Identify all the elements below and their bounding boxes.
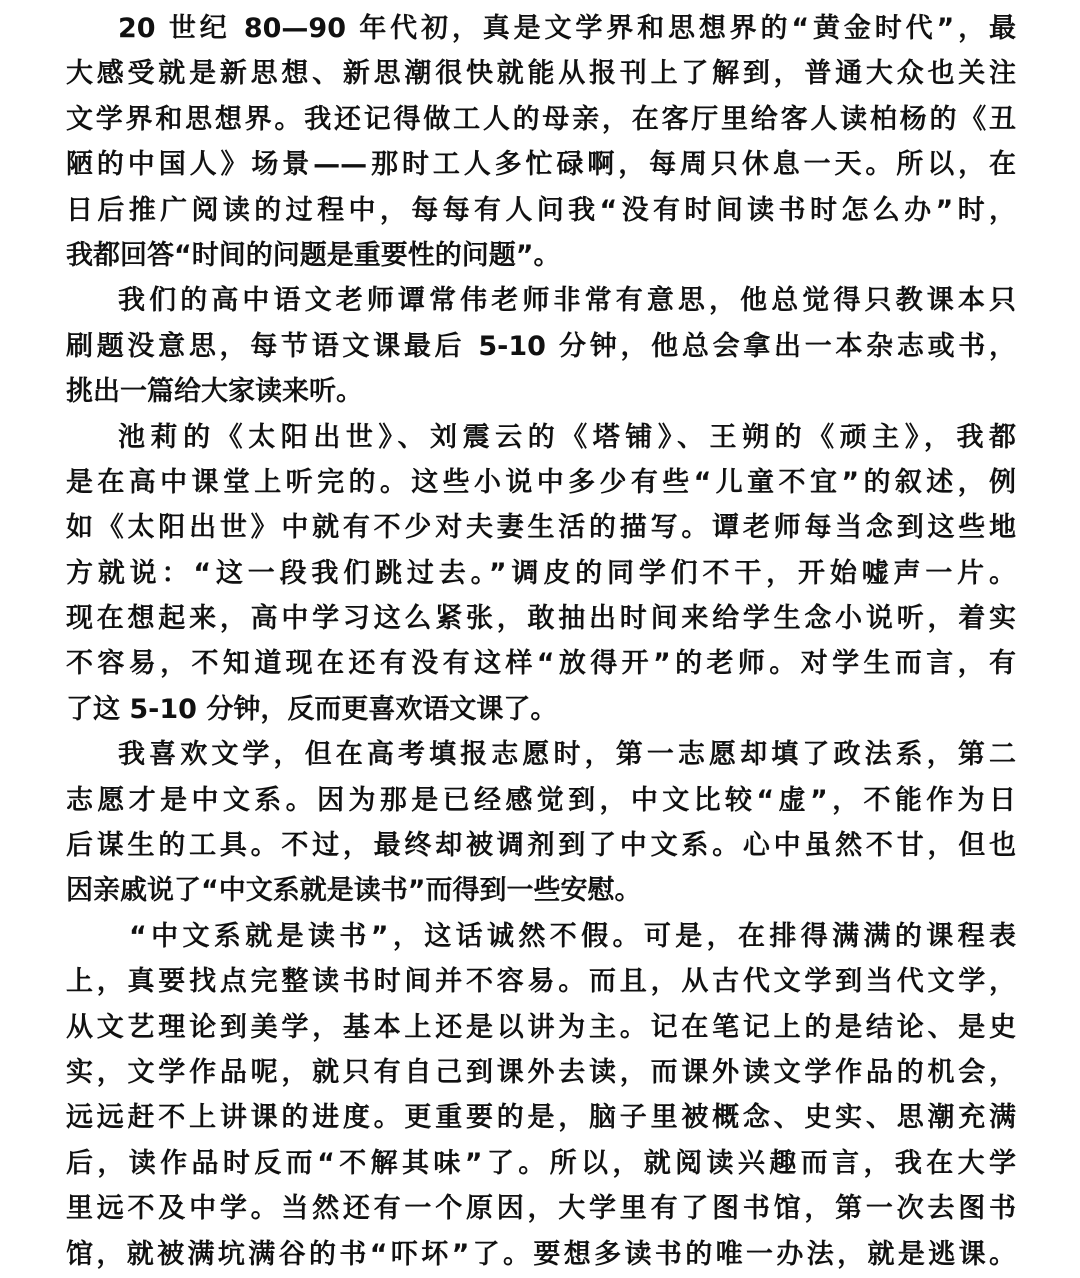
article-body: [66, 6, 1016, 1277]
paragraph-line: 方就说：“这一段我们跳过去。”调皮的同学们不干，开始嘘声一片。: [66, 557, 1016, 589]
paragraph-line: 我们的高中语文老师谭常伟老师非常有意思，他总觉得只教课本只: [118, 285, 1016, 317]
paragraph-line: 上，真要找点完整读书时间并不容易。而且，从古代文学到当代文学，: [66, 966, 1016, 998]
paragraph-line: 池莉的《太阳出世》、刘震云的《塔铺》、王朔的《顽主》，我都: [118, 421, 1016, 453]
paragraph-line: 实，文学作品呢，就只有自己到课外去读，而课外读文学作品的机会，: [66, 1056, 1016, 1088]
paragraph-line: 我喜欢文学，但在高考填报志愿时，第一志愿却填了政法系，第二: [118, 739, 1016, 771]
paragraph-line: “中文系就是读书”，这话诚然不假。可是，在排得满满的课程表: [129, 920, 1016, 952]
paragraph-line: 里远不及中学。当然还有一个原因，大学里有了图书馆，第一次去图书: [66, 1193, 1016, 1225]
paragraph-4: [66, 732, 1016, 914]
paragraph-line: 挑出一篇给大家读来听。: [66, 376, 363, 408]
paragraph-1: [66, 6, 1016, 278]
paragraph-line: 从文艺理论到美学，基本上还是以讲为主。记在笔记上的是结论、是史: [66, 1011, 1016, 1043]
paragraph-line: 日后推广阅读的过程中，每每有人问我“没有时间读书时怎么办”时，: [66, 194, 1016, 226]
paragraph-line: 了这 5-10 分钟，反而更喜欢语文课了。: [66, 693, 558, 725]
paragraph-line: 远远赶不上讲课的进度。更重要的是，脑子里被概念、史实、思潮充满: [66, 1102, 1016, 1134]
paragraph-line: 现在想起来，高中学习这么紧张，敢抽出时间来给学生念小说听，着实: [66, 603, 1016, 635]
paragraph-line: 陋的中国人》场景——那时工人多忙碌啊，每周只休息一天。所以，在: [66, 149, 1016, 181]
paragraph-line: 后，读作品时反而“不解其味”了。所以，就阅读兴趣而言，我在大学: [66, 1147, 1016, 1179]
paragraph-3: [66, 415, 1016, 733]
paragraph-line: 大感受就是新思想、新思潮很快就能从报刊上了解到，普通大众也关注: [66, 58, 1016, 90]
paragraph-line: 因亲戚说了“中文系就是读书”而得到一些安慰。: [66, 875, 642, 907]
paragraph-line: 20 世纪 80—90 年代初，真是文学界和思想界的“黄金时代”，最: [118, 13, 1016, 44]
paragraph-line: 后谋生的工具。不过，最终却被调剂到了中文系。心中虽然不甘，但也: [66, 830, 1016, 862]
paragraph-5: [66, 914, 1016, 1277]
paragraph-2: [66, 278, 1016, 414]
paragraph-line: 刷题没意思，每节语文课最后 5-10 分钟，他总会拿出一本杂志或书，: [66, 330, 1016, 362]
paragraph-line: 文学界和思想界。我还记得做工人的母亲，在客厅里给客人读柏杨的《丑: [66, 103, 1016, 135]
paragraph-line: 志愿才是中文系。因为那是已经感觉到，中文比较“虚”，不能作为日: [66, 784, 1016, 816]
paragraph-line: 不容易，不知道现在还有没有这样“放得开”的老师。对学生而言，有: [66, 648, 1016, 680]
paragraph-line: 是在高中课堂上听完的。这些小说中多少有些“儿童不宜”的叙述，例: [66, 466, 1016, 498]
paragraph-line: 馆，就被满坑满谷的书“吓坏”了。要想多读书的唯一办法，就是逃课。: [66, 1238, 1016, 1270]
paragraph-line: 我都回答“时间的问题是重要性的问题”。: [66, 239, 561, 271]
paragraph-line: 如《太阳出世》中就有不少对夫妻生活的描写。谭老师每当念到这些地: [66, 512, 1016, 544]
